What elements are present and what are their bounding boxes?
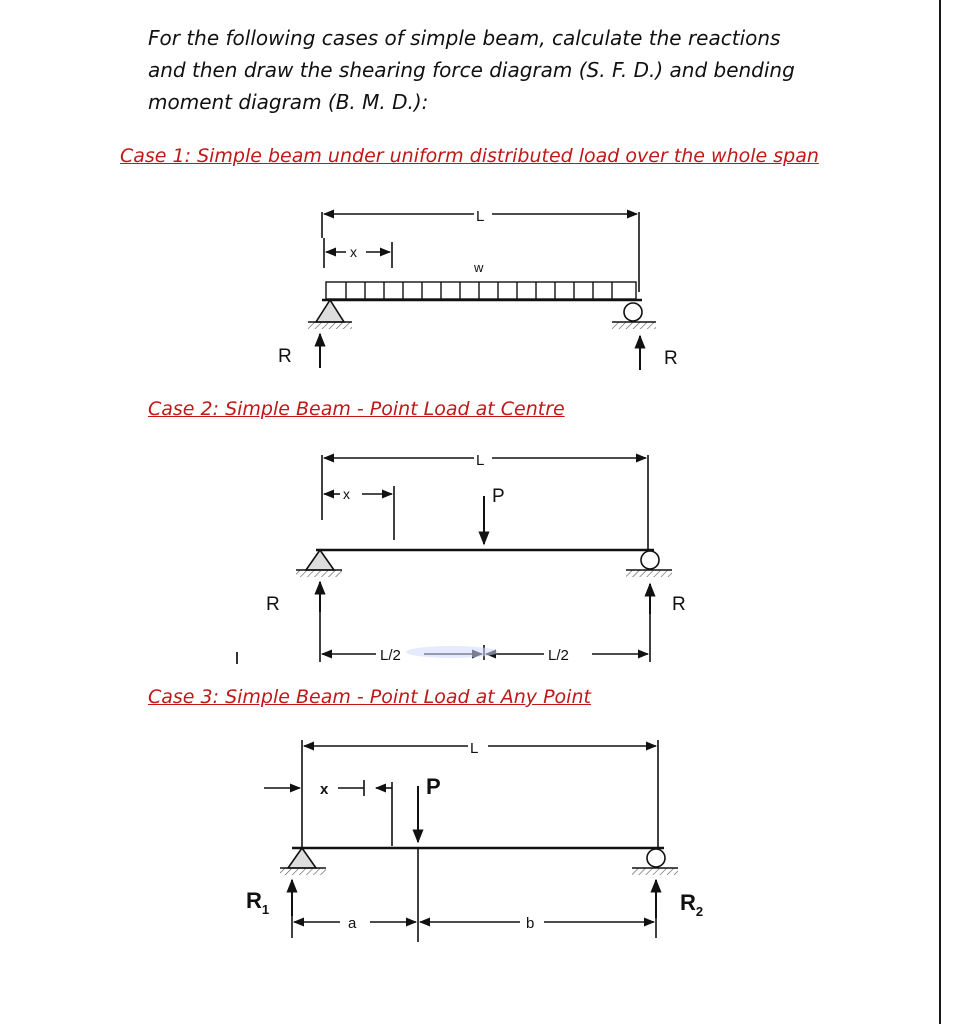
case1-udl-band xyxy=(326,282,636,299)
case3-pin-support xyxy=(280,848,326,875)
case2-x-label: x xyxy=(343,486,350,502)
case1-heading: Case 1: Simple beam under uniform distributed load over the whole span xyxy=(120,145,819,167)
case2-half-right-label: L/2 xyxy=(548,647,569,664)
case1-span-label: L xyxy=(476,208,485,225)
case3-left-reaction-letter: R xyxy=(246,888,262,913)
case2-half-left-label: L/2 xyxy=(380,647,401,664)
case3-left-reaction-label xyxy=(246,888,269,917)
case1-udl-load xyxy=(326,282,636,299)
problem-line-1: For the following cases of simple beam, calculate the reactions xyxy=(148,26,781,50)
case2-load-label: P xyxy=(492,486,505,507)
case2-right-reaction-label: R xyxy=(672,594,686,615)
case3-right-reaction-letter: R xyxy=(680,890,696,915)
case1-load-label: w xyxy=(474,260,484,275)
case3-heading: Case 3: Simple Beam - Point Load at Any Point xyxy=(148,686,591,708)
case1-roller-support xyxy=(612,303,656,329)
case1-figure xyxy=(308,212,656,370)
case1-pin-support xyxy=(308,300,352,329)
case3-b-label: b xyxy=(526,915,535,932)
case1-x-label: x xyxy=(350,244,357,260)
case3-right-reaction-label xyxy=(680,890,703,919)
case2-heading: Case 2: Simple Beam - Point Load at Centre xyxy=(148,398,565,420)
case1-right-reaction-label: R xyxy=(664,348,678,369)
case2-span-label: L xyxy=(476,452,485,469)
case3-x-label: x xyxy=(320,781,329,798)
case3-roller-support xyxy=(632,849,678,875)
case2-figure xyxy=(296,455,672,662)
case2-pin-support xyxy=(296,550,342,577)
case1-left-reaction-label: R xyxy=(278,346,292,367)
problem-line-2: and then draw the shearing force diagram (S. F. D.) and bending xyxy=(148,58,795,82)
case3-a-label: a xyxy=(348,915,357,932)
case3-load-label: P xyxy=(426,774,441,799)
case2-roller-support xyxy=(626,551,672,577)
case3-left-reaction-subscript: 1 xyxy=(261,902,270,917)
case3-right-reaction-subscript: 2 xyxy=(695,904,704,919)
case3-figure xyxy=(261,740,678,942)
problem-line-3: moment diagram (B. M. D.): xyxy=(148,90,429,114)
case2-highlight-smudge xyxy=(406,646,498,658)
case3-span-label: L xyxy=(470,740,479,757)
case2-left-reaction-label: R xyxy=(266,594,280,615)
